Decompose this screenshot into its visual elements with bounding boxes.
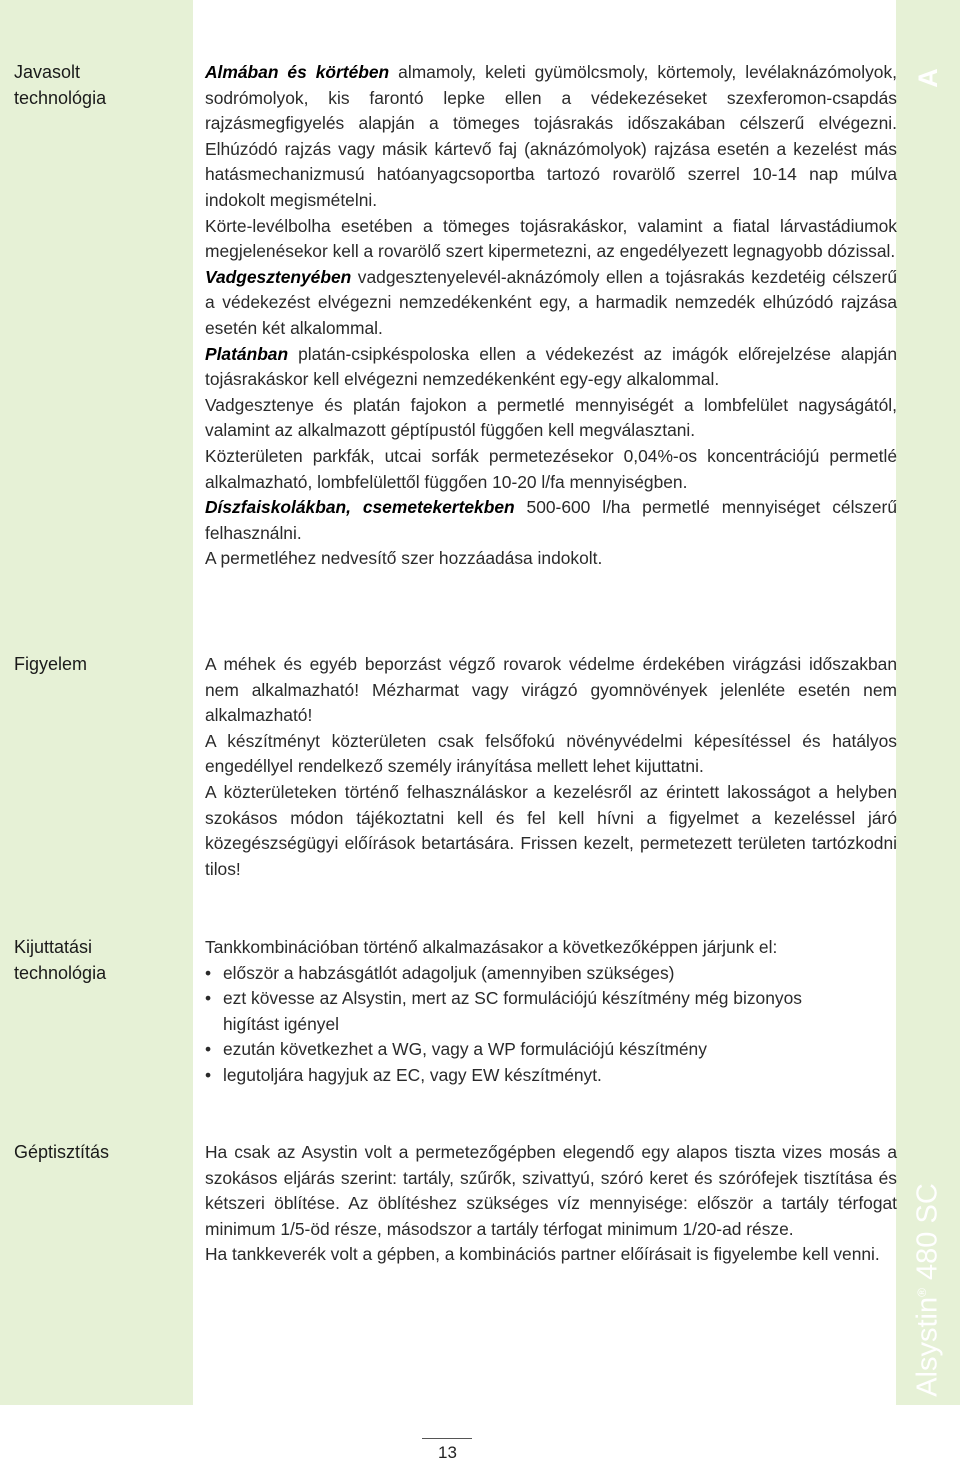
footer-divider xyxy=(422,1438,472,1439)
section-body-javasolt xyxy=(205,60,897,572)
paragraph-text: almamoly, keleti gyümölcsmoly, körtemoly, levélaknázómolyok, sodrómolyok, kis farontó lepke ellen a védekezéseket szexferomon-csapdás rajzásmegfigyelés alapján a tömeges tojásrakás időszakában célszerű elvégezni. Elhúzódó rajzás vagy másik kártevő faj (aknázómolyok) rajzása esetén a kezelést más hatásmechanizmusú hatóanyagcsoportba tartozó rovarölő szerrel 10-14 nap múlva indokolt megismételni. xyxy=(205,62,897,210)
registered-mark: ® xyxy=(914,1288,929,1297)
paragraph-text: vadgesztenyelevél-aknázómoly ellen a tojásrakás kezdetéig célszerű a védekezést elvégezni nemzedékenként egy, a harmadik nemzedék elhúzódó rajzása esetén két alkalommal. xyxy=(205,266,897,338)
paragraph: Közterületen parkfák, utcai sorfák permetezésekor 0,04%-os koncentrációjú permetlé alkalmazható, lombfelülettől függően 10-20 l/fa mennyiségben. xyxy=(205,445,897,492)
label-line: technológia xyxy=(14,87,107,108)
crop-highlight: Vadgesztenyében xyxy=(205,266,352,287)
list-item: • legutoljára hagyjuk az EC, vagy EW készítményt. xyxy=(205,1063,897,1089)
section-label-figyelem: Figyelem xyxy=(14,654,88,674)
section-label-javasolt xyxy=(14,60,184,111)
paragraph: A készítményt közterületen csak felsőfokú növényvédelmi képesítéssel és hatályos engedéllyel rendelkező személy irányítása mellett lehet kijuttatni. xyxy=(205,730,897,777)
paragraph: Tankkombinációban történő alkalmazásakor a következőképpen járjunk el: xyxy=(205,937,778,957)
crop-highlight: Almában és körtében xyxy=(205,62,390,82)
bullet-list xyxy=(205,961,897,1089)
paragraph: A közterületeken történő felhasználáskor a kezelésről az érintett lakosságot a helyben szokásos módon tájékoztatni kell és fel kell hívni a figyelmet a kezeléssel járó közegészségügyi előírások betartására. Frissen kezelt, permetezett területen tartózkodni tilos! xyxy=(205,781,897,879)
paragraph: Ha csak az Asystin volt a permetezőgépben elegendő egy alapos tiszta vizes mosás a szokásos eljárás szerint: tartály, szűrők, szivattyú, szóró keret és szórófejek tisztítása és kétszeri öblítése. Az öblítéshez szükséges víz mennyisége: először a tartály térfogat minimum 1/5-öd része, másodszor a tartály térfogat minimum 1/20-ad része. xyxy=(205,1142,897,1239)
label-line: Javasolt xyxy=(14,62,81,82)
section-body-figyelem xyxy=(205,652,897,882)
section-body-geptisztitas xyxy=(205,1140,897,1268)
left-label-column xyxy=(0,0,193,1405)
paragraph: Vadgesztenye és platán fajokon a permetlé mennyiségét a lombfelület nagyságától, valamint az alkalmazott géptípustól függően kell megválasztani. xyxy=(205,394,897,441)
paragraph: A méhek és egyéb beporzást végző rovarok védelme érdekében virágzási időszakban nem alkalmazható! Mézharmat vagy virágzó gyomnövények jelenléte esetén nem alkalmazható! xyxy=(205,654,897,726)
paragraph-text: 500-600 l/ha permetlé mennyiséget célszerű felhasználni. xyxy=(205,497,897,543)
brand-name: Alsystin xyxy=(911,1296,944,1397)
label-line: technológia xyxy=(14,962,107,983)
list-item: • először a habzásgátlót adagoljuk (amennyiben szükséges) xyxy=(205,961,897,987)
section-body-kijuttatasi xyxy=(205,935,897,1089)
page-number: 13 xyxy=(438,1443,457,1462)
paragraph: Ha tankkeverék volt a gépben, a kombinációs partner előírásait is figyelembe kell venni. xyxy=(205,1244,880,1265)
list-item: • ezután következhet a WG, vagy a WP formulációjú készítmény xyxy=(205,1037,897,1063)
product-brand-vertical xyxy=(912,1183,945,1397)
paragraph xyxy=(205,342,897,393)
paragraph: Körte-levélbolha esetében a tömeges tojásrakáskor, valamint a fiatal lárvastádiumok megjelenésekor kell a rovarölő szert kipermetezni, az engedélyezett legnagyobb dózissal. xyxy=(205,215,897,262)
paragraph-text: platán-csipkéspoloska ellen a védekezést az imágók előrejelzése alapján tojásrakáskor kell elvégezni nemzedékenként egy-egy alkalommal. xyxy=(205,343,897,390)
section-letter-tab: A xyxy=(913,68,943,88)
crop-highlight: Platánban xyxy=(205,343,289,364)
brand-suffix: 480 SC xyxy=(911,1183,944,1289)
paragraph: A permetléhez nedvesítő szer hozzáadása indokolt. xyxy=(205,548,603,569)
label-line: Kijuttatási xyxy=(14,937,93,957)
section-label-kijuttatasi xyxy=(14,935,184,986)
list-item: • ezt kövesse az Alsystin, mert az SC formulációjú készítmény még bizonyos higítást igényel xyxy=(205,986,897,1037)
crop-highlight: Díszfaiskolákban, csemetekertekben xyxy=(205,497,515,518)
paragraph xyxy=(205,265,897,342)
paragraph xyxy=(205,60,897,214)
section-label-geptisztitas: Géptisztítás xyxy=(14,1142,110,1162)
paragraph xyxy=(205,495,897,546)
